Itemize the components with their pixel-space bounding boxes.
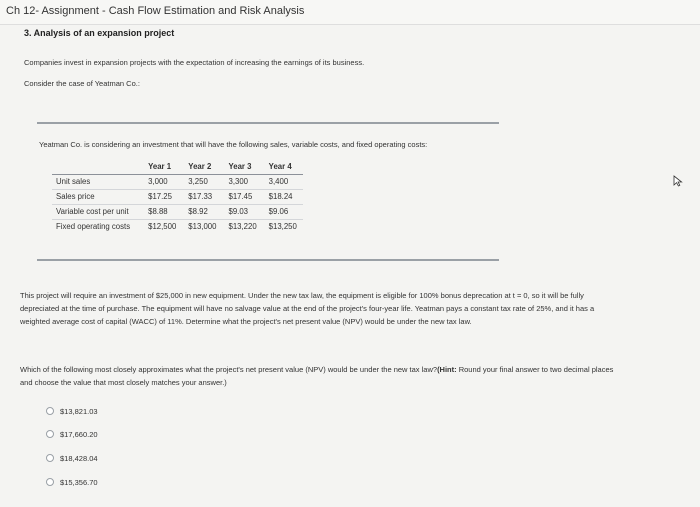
table-cell: $8.92 xyxy=(182,205,222,220)
radio-button[interactable] xyxy=(46,478,54,486)
table-row xyxy=(52,175,303,190)
option-label[interactable]: $13,821.03 xyxy=(60,406,98,416)
table-cell: 3,250 xyxy=(182,175,222,190)
radio-button[interactable] xyxy=(46,430,54,438)
cost-table xyxy=(52,160,303,234)
hint-label: (Hint: xyxy=(437,365,457,374)
radio-button[interactable] xyxy=(46,407,54,415)
table-intro: Yeatman Co. is considering an investment that will have the following sales, variable costs, and fixed operating costs: xyxy=(39,140,428,149)
option-label[interactable]: $18,428.04 xyxy=(60,453,98,463)
table-cell: $12,500 xyxy=(148,222,177,231)
window-title: Ch 12- Assignment - Cash Flow Estimation and Risk Analysis xyxy=(6,5,305,17)
table-cell: $13,250 xyxy=(268,222,297,231)
table-cell: 3,000 xyxy=(142,175,182,190)
table-cell: $8.88 xyxy=(142,205,182,220)
table-header-cell xyxy=(52,160,142,175)
table-cell: $17.25 xyxy=(142,190,182,205)
title-bar xyxy=(0,0,700,25)
table-cell: $9.03 xyxy=(222,205,262,220)
table-cell: $9.06 xyxy=(263,205,303,220)
table-row xyxy=(52,220,303,235)
table-header-cell: Year 1 xyxy=(142,160,182,175)
option-label[interactable]: $15,356.70 xyxy=(60,477,98,487)
answer-option[interactable] xyxy=(46,404,166,418)
row-label: Variable cost per unit xyxy=(52,205,142,220)
option-label[interactable]: $17,660.20 xyxy=(60,429,98,439)
section-heading: 3. Analysis of an expansion project xyxy=(24,28,175,38)
row-label: Sales price xyxy=(52,190,142,205)
table-header-cell: Year 4 xyxy=(263,160,303,175)
table-header-cell: Year 2 xyxy=(182,160,222,175)
answer-option[interactable] xyxy=(46,451,166,465)
radio-button[interactable] xyxy=(46,454,54,462)
answer-option[interactable] xyxy=(46,475,166,489)
table-row xyxy=(52,190,303,205)
hint-text: Round your final answer to two decimal places and choose the value that most closely matches your answer.) xyxy=(20,365,614,387)
table-row xyxy=(52,205,303,220)
divider-bottom xyxy=(37,259,499,261)
table-header-cell: Year 3 xyxy=(222,160,262,175)
table-cell: $18.24 xyxy=(263,190,303,205)
table-cell: $13,220 xyxy=(228,222,257,231)
table-cell: 3,400 xyxy=(263,175,303,190)
question-text xyxy=(20,363,620,389)
mouse-cursor-icon xyxy=(673,175,683,187)
table-header-row xyxy=(52,160,303,175)
question-body: Which of the following most closely approximates what the project's net present value (NPV) would be under the new tax law? xyxy=(20,365,438,374)
table-cell: 3,300 xyxy=(222,175,262,190)
intro-paragraph: Companies invest in expansion projects with the expectation of increasing the earnings of its business. xyxy=(24,58,365,67)
divider-top xyxy=(37,122,499,124)
row-label: Unit sales xyxy=(52,175,142,190)
row-label: Fixed operating costs xyxy=(56,222,131,231)
project-description: This project will require an investment of $25,000 in new equipment. Under the new tax law, the equipment is eligible for 100% bonus deprecation at t = 0, so it will be fully depreciated at the time of purchase. The equipment will have no salvage value at the end of the project's four-year life. Yeatman pays a constant tax rate of 25%, and it has a weighted average cost of capital (WACC) of 11%. Determine what the project's net present value (NPV) would be under the new tax law. xyxy=(20,291,595,326)
answer-option[interactable] xyxy=(46,427,166,441)
table-cell: $17.45 xyxy=(222,190,262,205)
table-cell: $13,000 xyxy=(188,222,217,231)
case-paragraph: Consider the case of Yeatman Co.: xyxy=(24,79,140,88)
table-cell: $17.33 xyxy=(182,190,222,205)
